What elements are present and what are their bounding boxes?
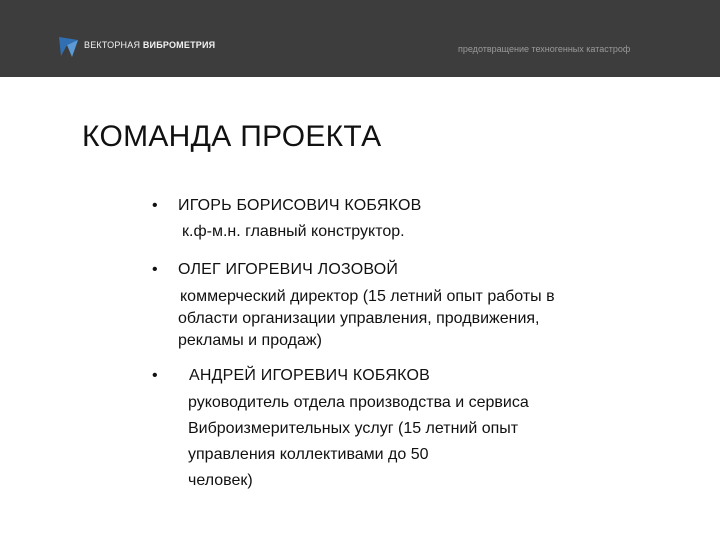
header-bar <box>0 0 720 77</box>
company-tagline: предотвращение техногенных катастроф <box>458 44 631 54</box>
page-title: КОМАНДА ПРОЕКТА <box>82 120 382 153</box>
member-name: ИГОРЬ БОРИСОВИЧ КОБЯКОВ <box>178 197 422 214</box>
member-name: ОЛЕГ ИГОРЕВИЧ ЛОЗОВОЙ <box>178 261 399 278</box>
member-role-line: рекламы и продаж) <box>178 332 322 349</box>
member-role-line: к.ф-м.н. главный конструктор. <box>182 223 405 240</box>
member-role-line: управления коллективами до 50 <box>188 446 429 463</box>
member-role-line: области организации управления, продвижения, <box>178 310 540 327</box>
bullet-marker: • <box>152 197 158 214</box>
bullet-marker: • <box>152 367 158 384</box>
company-name: ВЕКТОРНАЯ ВИБРОМЕТРИЯ <box>84 40 216 50</box>
member-role-line: человек) <box>188 472 253 489</box>
member-role-line: руководитель отдела производства и сервиса <box>188 394 529 411</box>
member-role-line: Виброизмерительных услуг (15 летний опыт <box>188 420 519 437</box>
member-name: АНДРЕЙ ИГОРЕВИЧ КОБЯКОВ <box>189 367 431 384</box>
bullet-marker: • <box>152 261 158 278</box>
company-logo-icon <box>58 36 80 58</box>
member-role-line: коммерческий директор (15 летний опыт работы в <box>180 288 555 305</box>
